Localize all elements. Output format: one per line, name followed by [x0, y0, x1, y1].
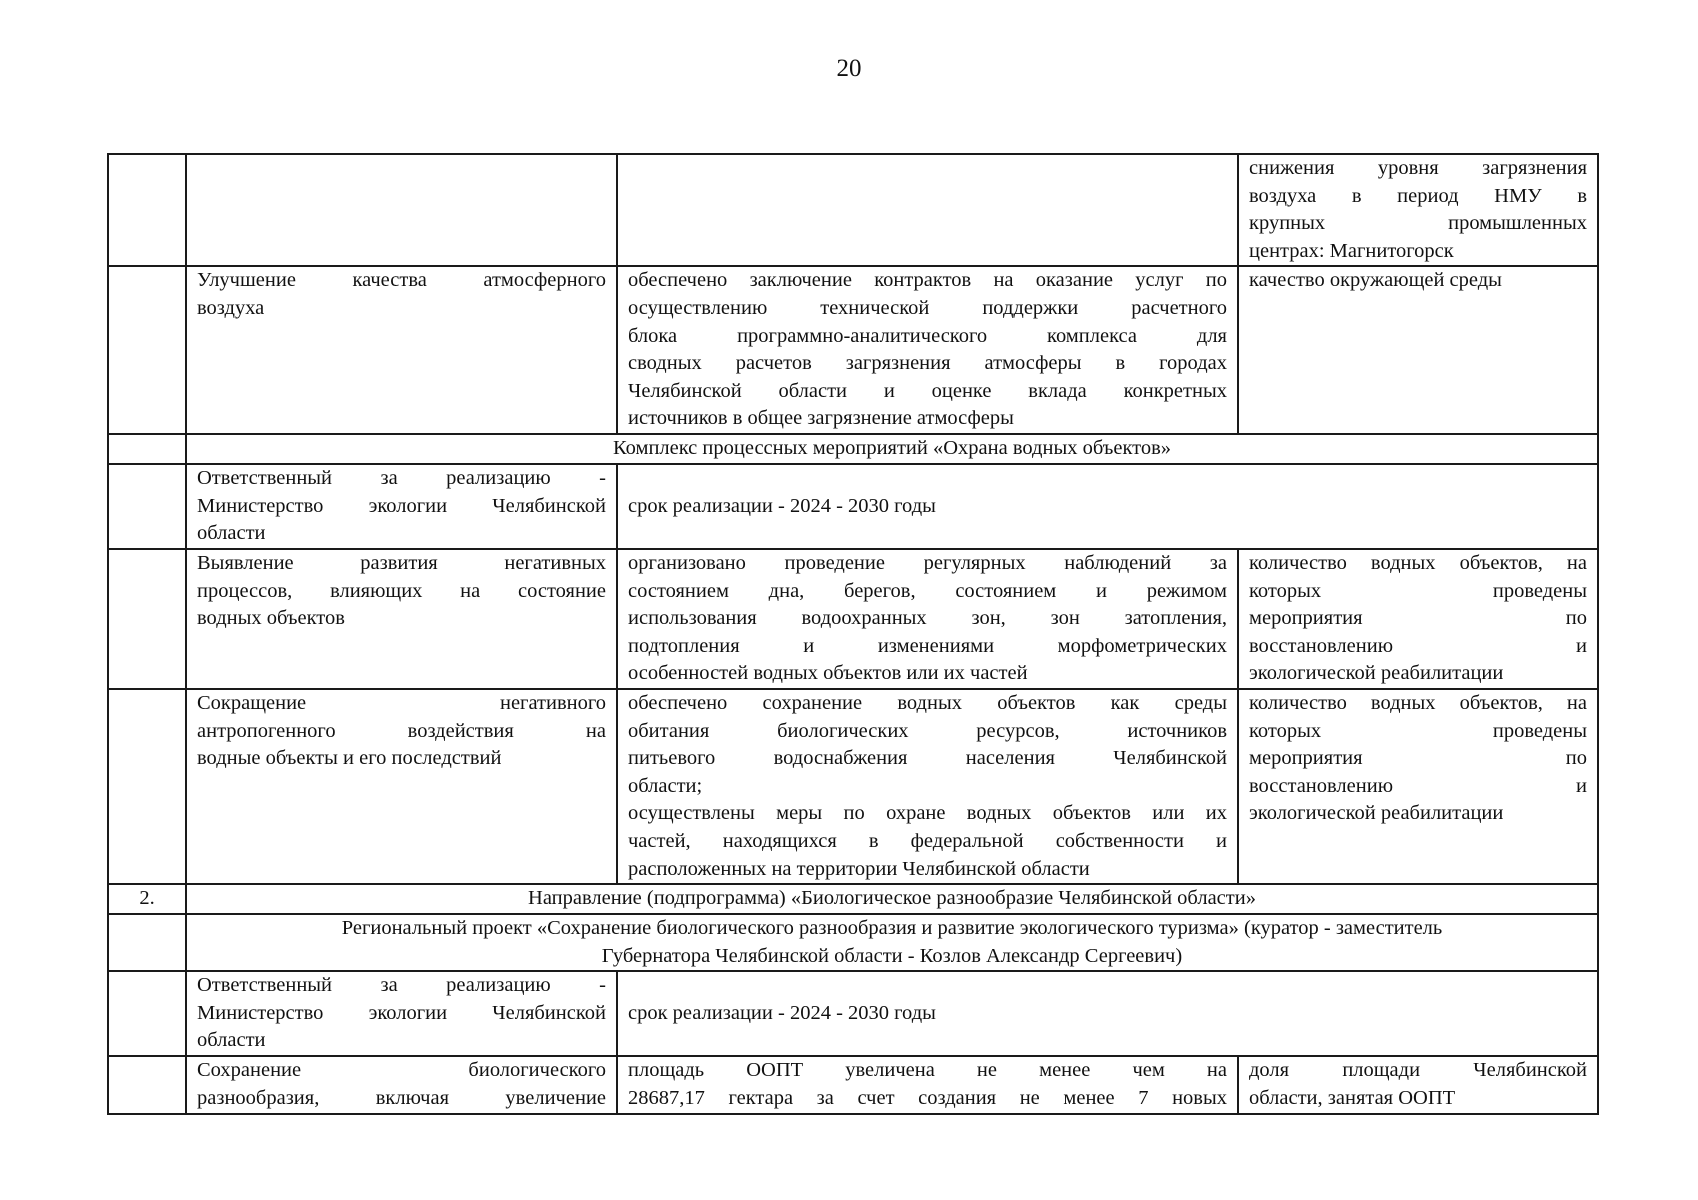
result-text: площадь ООПТ увеличена не менее чем на [628, 1059, 1227, 1082]
table-row [108, 154, 1598, 266]
result-text: организовано проведение регулярных наблюдений за [628, 551, 1227, 574]
result-text: подтопления и изменениями морфометрических [628, 634, 1227, 657]
task-cell [186, 689, 617, 884]
project-heading-text: Губернатора Челябинской области - Козлов Александр Сергеевич) [601, 944, 1183, 967]
indicator-text: которых проведены [1249, 719, 1587, 742]
table-row [108, 1056, 1598, 1114]
indicator-text: восстановлению и [1249, 634, 1587, 657]
project-heading [186, 914, 1598, 971]
task-text: Сокращение негативного [197, 691, 606, 714]
result-text: осуществлению технической поддержки расчетного [628, 296, 1227, 319]
indicator-text: доля площади Челябинской [1249, 1059, 1587, 1082]
result-text: источников в общее загрязнение атмосферы [628, 407, 1014, 430]
result-text: особенностей водных объектов или их частей [628, 662, 1028, 685]
task-text: Сохранение биологического [197, 1059, 606, 1082]
result-cell [617, 689, 1238, 884]
task-text: водных объектов [197, 607, 345, 630]
result-text: обитания биологических ресурсов, источников [628, 719, 1227, 742]
task-text: Выявление развития негативных [197, 551, 606, 574]
result-text: частей, находящихся в федеральной собственности и [628, 829, 1227, 852]
direction-heading: Направление (подпрограмма) «Биологическое разнообразие Челябинской области» [186, 884, 1598, 914]
task-cell [186, 549, 617, 689]
indicator-cell [1238, 154, 1598, 266]
result-cell [617, 549, 1238, 689]
row-number-cell [108, 914, 186, 971]
table-row [108, 266, 1598, 434]
result-text: обеспечено заключение контрактов на оказание услуг по [628, 269, 1227, 292]
measures-table [107, 153, 1599, 1115]
responsible-text: Ответственный за реализацию - [197, 466, 606, 489]
page-number: 20 [836, 55, 862, 82]
indicator-text: снижения уровня загрязнения [1249, 157, 1587, 179]
table-row [108, 884, 1598, 914]
task-cell [186, 1056, 617, 1114]
result-text: 28687,17 гектара за счет создания не менее 7 новых [628, 1086, 1227, 1109]
result-text: блока программно-аналитического комплекса для [628, 324, 1227, 347]
row-number-cell [108, 266, 186, 434]
result-text: расположенных на территории Челябинской области [628, 857, 1090, 880]
indicator-text: мероприятия по [1249, 607, 1587, 630]
responsible-cell [186, 464, 617, 549]
term-cell: срок реализации - 2024 - 2030 годы [617, 971, 1598, 1056]
indicator-text: количество водных объектов, на [1249, 691, 1587, 714]
indicator-cell: качество окружающей среды [1238, 266, 1598, 434]
responsible-text: области [197, 1029, 266, 1052]
table-row [108, 464, 1598, 549]
project-heading-text: Региональный проект «Сохранение биологического разнообразия и развитие экологического туризма» (куратор - заместитель [341, 917, 1443, 940]
result-text: области; [628, 774, 703, 797]
indicator-text: центрах: Магнитогорск [1249, 239, 1454, 262]
result-text: Челябинской области и оценке вклада конкретных [628, 379, 1227, 402]
indicator-text: экологической реабилитации [1249, 662, 1504, 685]
result-text: обеспечено сохранение водных объектов как среды [628, 691, 1227, 714]
task-cell [186, 266, 617, 434]
table-row [108, 549, 1598, 689]
table-row [108, 434, 1598, 464]
indicator-text: мероприятия по [1249, 747, 1587, 770]
row-number-cell [108, 549, 186, 689]
row-number-cell [108, 154, 186, 266]
section-heading: Комплекс процессных мероприятий «Охрана водных объектов» [186, 434, 1598, 464]
responsible-text: области [197, 522, 266, 545]
result-text: осуществлены меры по охране водных объектов или их [628, 802, 1227, 825]
task-text: воздуха [197, 296, 265, 319]
row-number-cell [108, 971, 186, 1056]
indicator-text: воздуха в период НМУ в [1249, 184, 1587, 207]
responsible-text: Министерство экологии Челябинской [197, 1001, 606, 1024]
indicator-cell [1238, 689, 1598, 884]
row-number-cell [108, 464, 186, 549]
indicator-text: которых проведены [1249, 579, 1587, 602]
indicator-text: экологической реабилитации [1249, 802, 1504, 825]
task-text: антропогенного воздействия на [197, 719, 606, 742]
task-text: разнообразия, включая увеличение [197, 1086, 606, 1109]
indicator-text: восстановлению и [1249, 774, 1587, 797]
result-cell [617, 154, 1238, 266]
indicator-cell [1238, 549, 1598, 689]
task-text: Улучшение качества атмосферного [197, 269, 606, 292]
table-row [108, 971, 1598, 1056]
result-text: питьевого водоснабжения населения Челябинской [628, 747, 1227, 770]
result-cell [617, 1056, 1238, 1114]
table-row [108, 689, 1598, 884]
result-text: использования водоохранных зон, зон затопления, [628, 607, 1227, 630]
result-cell [617, 266, 1238, 434]
indicator-text: области, занятая ООПТ [1249, 1086, 1456, 1109]
indicator-cell [1238, 1056, 1598, 1114]
row-number-cell: 2. [108, 884, 186, 914]
row-number-cell [108, 434, 186, 464]
table-row [108, 914, 1598, 971]
indicator-text: крупных промышленных [1249, 212, 1587, 235]
result-text: сводных расчетов загрязнения атмосферы в городах [628, 352, 1227, 375]
responsible-cell [186, 971, 617, 1056]
row-number-cell [108, 1056, 186, 1114]
responsible-text: Министерство экологии Челябинской [197, 494, 606, 517]
task-text: процессов, влияющих на состояние [197, 579, 606, 602]
term-cell: срок реализации - 2024 - 2030 годы [617, 464, 1598, 549]
result-text: состоянием дна, берегов, состоянием и режимом [628, 579, 1227, 602]
task-cell [186, 154, 617, 266]
responsible-text: Ответственный за реализацию - [197, 974, 606, 997]
row-number-cell [108, 689, 186, 884]
indicator-text: количество водных объектов, на [1249, 551, 1587, 574]
task-text: водные объекты и его последствий [197, 747, 502, 770]
